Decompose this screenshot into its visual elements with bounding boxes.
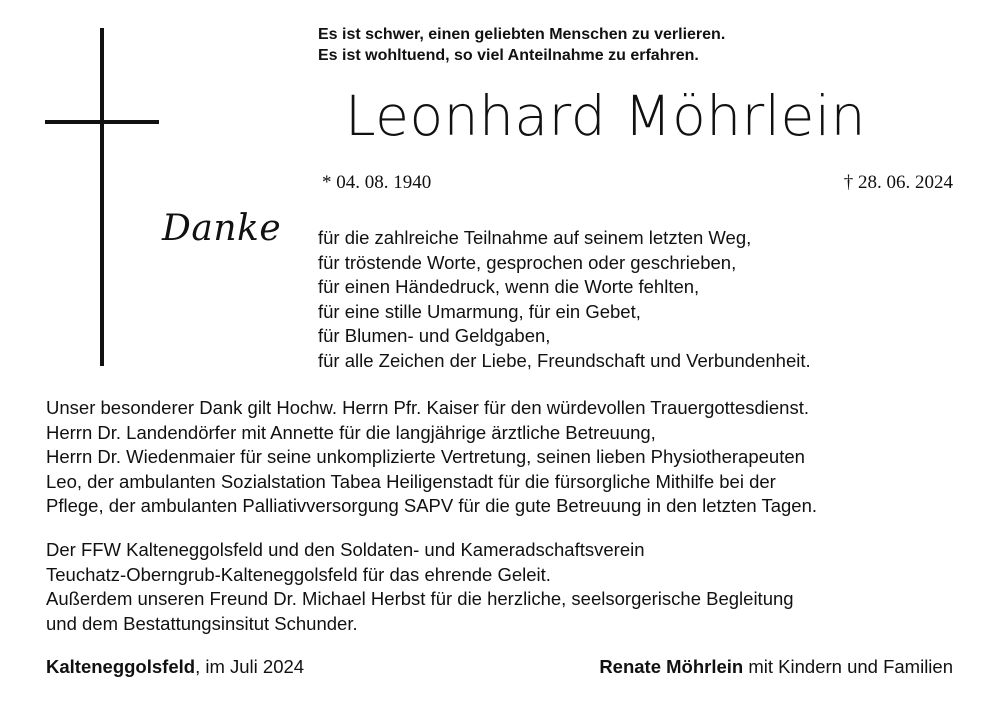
thanks-line: für Blumen- und Geldgaben, (318, 325, 551, 346)
paragraph-line: Leo, der ambulanten Sozialstation Tabea Heiligenstadt für die fürsorgliche Mithilfe bei der (46, 470, 776, 492)
signature (599, 656, 953, 678)
paragraph-line: Pflege, der ambulanten Palliativversorgung SAPV für die gute Betreuung in den letzten Tagen. (46, 495, 817, 516)
motto-line-1: Es ist schwer, einen geliebten Menschen zu verlieren. (318, 26, 726, 43)
acknowledgement-paragraph-2 (46, 538, 794, 636)
cross-icon-horizontal-bar (45, 120, 159, 124)
cross-icon-vertical-bar (100, 28, 104, 366)
place-and-date (46, 656, 304, 678)
death-date: † 28. 06. 2024 (843, 172, 953, 193)
danke-heading: Danke (162, 208, 282, 249)
paragraph-line: Der FFW Kalteneggolsfeld und den Soldaten- und Kameradschaftsverein (46, 539, 645, 560)
signer-name: Renate Möhrlein (599, 656, 744, 677)
paragraph-line: Teuchatz-Oberngrub-Kalteneggolsfeld für das ehrende Geleit. (46, 563, 551, 585)
thanks-line: für einen Händedruck, wenn die Worte fehlten, (318, 276, 700, 297)
thanks-line: für alle Zeichen der Liebe, Freundschaft und Verbundenheit. (318, 349, 811, 371)
signer-suffix: mit Kindern und Familien (743, 656, 953, 677)
thanks-line: für eine stille Umarmung, für ein Gebet, (318, 300, 641, 322)
paragraph-line: Unser besonderer Dank gilt Hochw. Herrn Pfr. Kaiser für den würdevollen Trauergottesdienst. (46, 397, 809, 418)
place: Kalteneggolsfeld (46, 656, 196, 677)
motto-line-2: Es ist wohltuend, so viel Anteilnahme zu erfahren. (318, 47, 699, 64)
acknowledgement-paragraph-1 (46, 396, 817, 519)
paragraph-line: Herrn Dr. Landendörfer mit Annette für die langjährige ärztliche Betreuung, (46, 421, 656, 443)
motto (318, 24, 725, 66)
paragraph-line: und dem Bestattungsinsitut Schunder. (46, 612, 358, 634)
paragraph-line: Herrn Dr. Wiedenmaier für seine unkomplizierte Vertretung, seinen lieben Physiotherapeuten (46, 446, 805, 467)
thanks-list (318, 226, 811, 373)
thanks-line: für die zahlreiche Teilnahme auf seinem letzten Weg, (318, 227, 752, 248)
deceased-name: Leonhard Möhrlein (345, 84, 866, 148)
thanks-line: für tröstende Worte, gesprochen oder geschrieben, (318, 251, 737, 273)
paragraph-line: Außerdem unseren Freund Dr. Michael Herbst für die herzliche, seelsorgerische Begleitung (46, 588, 794, 609)
date: , im Juli 2024 (195, 656, 305, 677)
birth-date: * 04. 08. 1940 (322, 172, 432, 193)
